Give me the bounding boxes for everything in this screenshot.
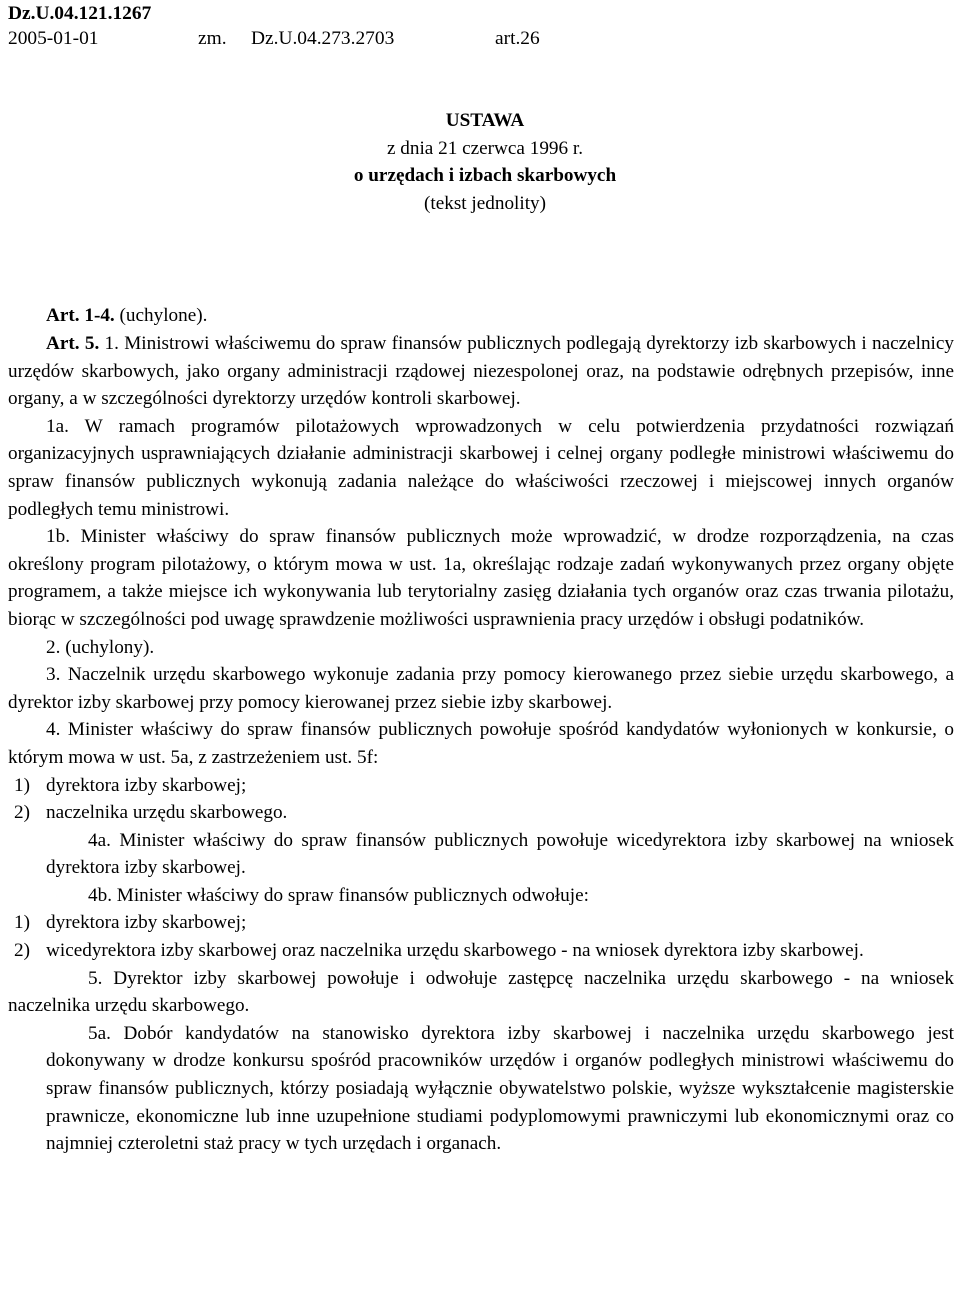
consolidated-note: (tekst jednolity) xyxy=(423,192,547,214)
amended-article: art.26 xyxy=(495,28,540,49)
article-5 xyxy=(8,330,954,1158)
list-item: 1) dyrektora izby skarbowej; xyxy=(14,774,247,796)
article-1-4-label: Art. 1-4. xyxy=(46,305,115,326)
journal-reference: Dz.U.04.121.1267 xyxy=(8,3,152,24)
title-block xyxy=(0,107,960,217)
act-type: USTAWA xyxy=(445,110,525,131)
article-5-label: Art. 5. xyxy=(46,333,100,354)
article-1-4-text: (uchylone). xyxy=(119,305,208,326)
article-5-paragraph-1: Art. 5. 1. Ministrowi właściwemu do spraw finansów publicznych podlegają dyrektorzy izb skarbowych i naczelnicy urzędów skarbowych, jako organy administracji rządowej niezespolonej oraz, na podstawie odrębnych przepisów, inne organy, a w szczególności dyrektorzy urzędów kontroli skarbowej. xyxy=(8,333,955,410)
article-5-paragraph-5a: 5a. Dobór kandydatów na stanowisko dyrektora izby skarbowej i naczelnika urzędu skarbowego jest dokonywany w drodze konkursu spośród pracowników urzędów i organów podległych ministrowi właściwemu do spraw finansów publicznych, którzy posiadają wyłącznie obywatelstwo polskie, wyższe wykształcenie magisterskie prawnicze, ekonomiczne lub inne uzupełnione studiami podyplomowymi prawniczymi lub ekonomicznymi oraz co najmniej czteroletni staż pracy w tych urzędach i organach. xyxy=(46,1022,954,1155)
list-item: 2) naczelnika urzędu skarbowego. xyxy=(14,802,288,824)
article-5-paragraph-1b: 1b. Minister właściwy do spraw finansów publicznych może wprowadzić, w drodze rozporządzenia, na czas określony program pilotażowy, o którym mowa w ust. 1a, określając rodzaje zadań wykonywanych przez organy objęte programem, a także miejsce ich wykonywania lub terytorialny zasięg działania tych organów oraz czas trwania pilotażu, biorąc w szczególności pod uwagę sprawdzenie możliwości usprawnienia pracy urzędów i obsługi podatników. xyxy=(8,526,954,630)
amendment-reference: Dz.U.04.273.2703 xyxy=(251,28,395,49)
article-1-4 xyxy=(46,302,207,330)
article-5-paragraph-1a: 1a. W ramach programów pilotażowych wprowadzonych w celu potwierdzenia przydatności rozwiązań organizacyjnych usprawniających działanie administracji skarbowej i celnej organy podległe ministrowi właściwemu do spraw finansów publicznych wykonują zadania należące do właściwości rzeczowej i miejscowej innych organów podległych temu ministrowi. xyxy=(8,415,954,520)
article-5-paragraph-3: 3. Naczelnik urzędu skarbowego wykonuje zadania przy pomocy kierowanego przez siebie urzędu skarbowego, a dyrektor izby skarbowej przy pomocy kierowanej przez siebie izby skarbowej. xyxy=(8,664,954,713)
article-5-paragraph-4: 4. Minister właściwy do spraw finansów publicznych powołuje spośród kandydatów wyłonionych w konkursie, o którym mowa w ust. 5a, z zastrzeżeniem ust. 5f: xyxy=(8,719,954,768)
article-5-paragraph-5: 5. Dyrektor izby skarbowej powołuje i odwołuje zastępcę naczelnika urzędu skarbowego - na wniosek naczelnika urzędu skarbowego. xyxy=(8,967,954,1017)
article-5-paragraph-2: 2. (uchylony). xyxy=(46,636,155,658)
act-date: z dnia 21 czerwca 1996 r. xyxy=(386,137,584,159)
consolidation-date: 2005-01-01 xyxy=(8,28,99,49)
article-5-paragraph-4a: 4a. Minister właściwy do spraw finansów publicznych powołuje wicedyrektora izby skarbowej na wniosek dyrektora izby skarbowej. xyxy=(46,829,954,879)
act-subject: o urzędach i izbach skarbowych xyxy=(353,165,617,187)
list-item: 2) wicedyrektora izby skarbowej oraz naczelnika urzędu skarbowego - na wniosek dyrektora izby skarbowej. xyxy=(14,940,864,962)
article-5-paragraph-4b: 4b. Minister właściwy do spraw finansów publicznych odwołuje: xyxy=(88,884,589,906)
list-item: 1) dyrektora izby skarbowej; xyxy=(14,912,247,934)
amendment-label: zm. xyxy=(198,28,227,49)
